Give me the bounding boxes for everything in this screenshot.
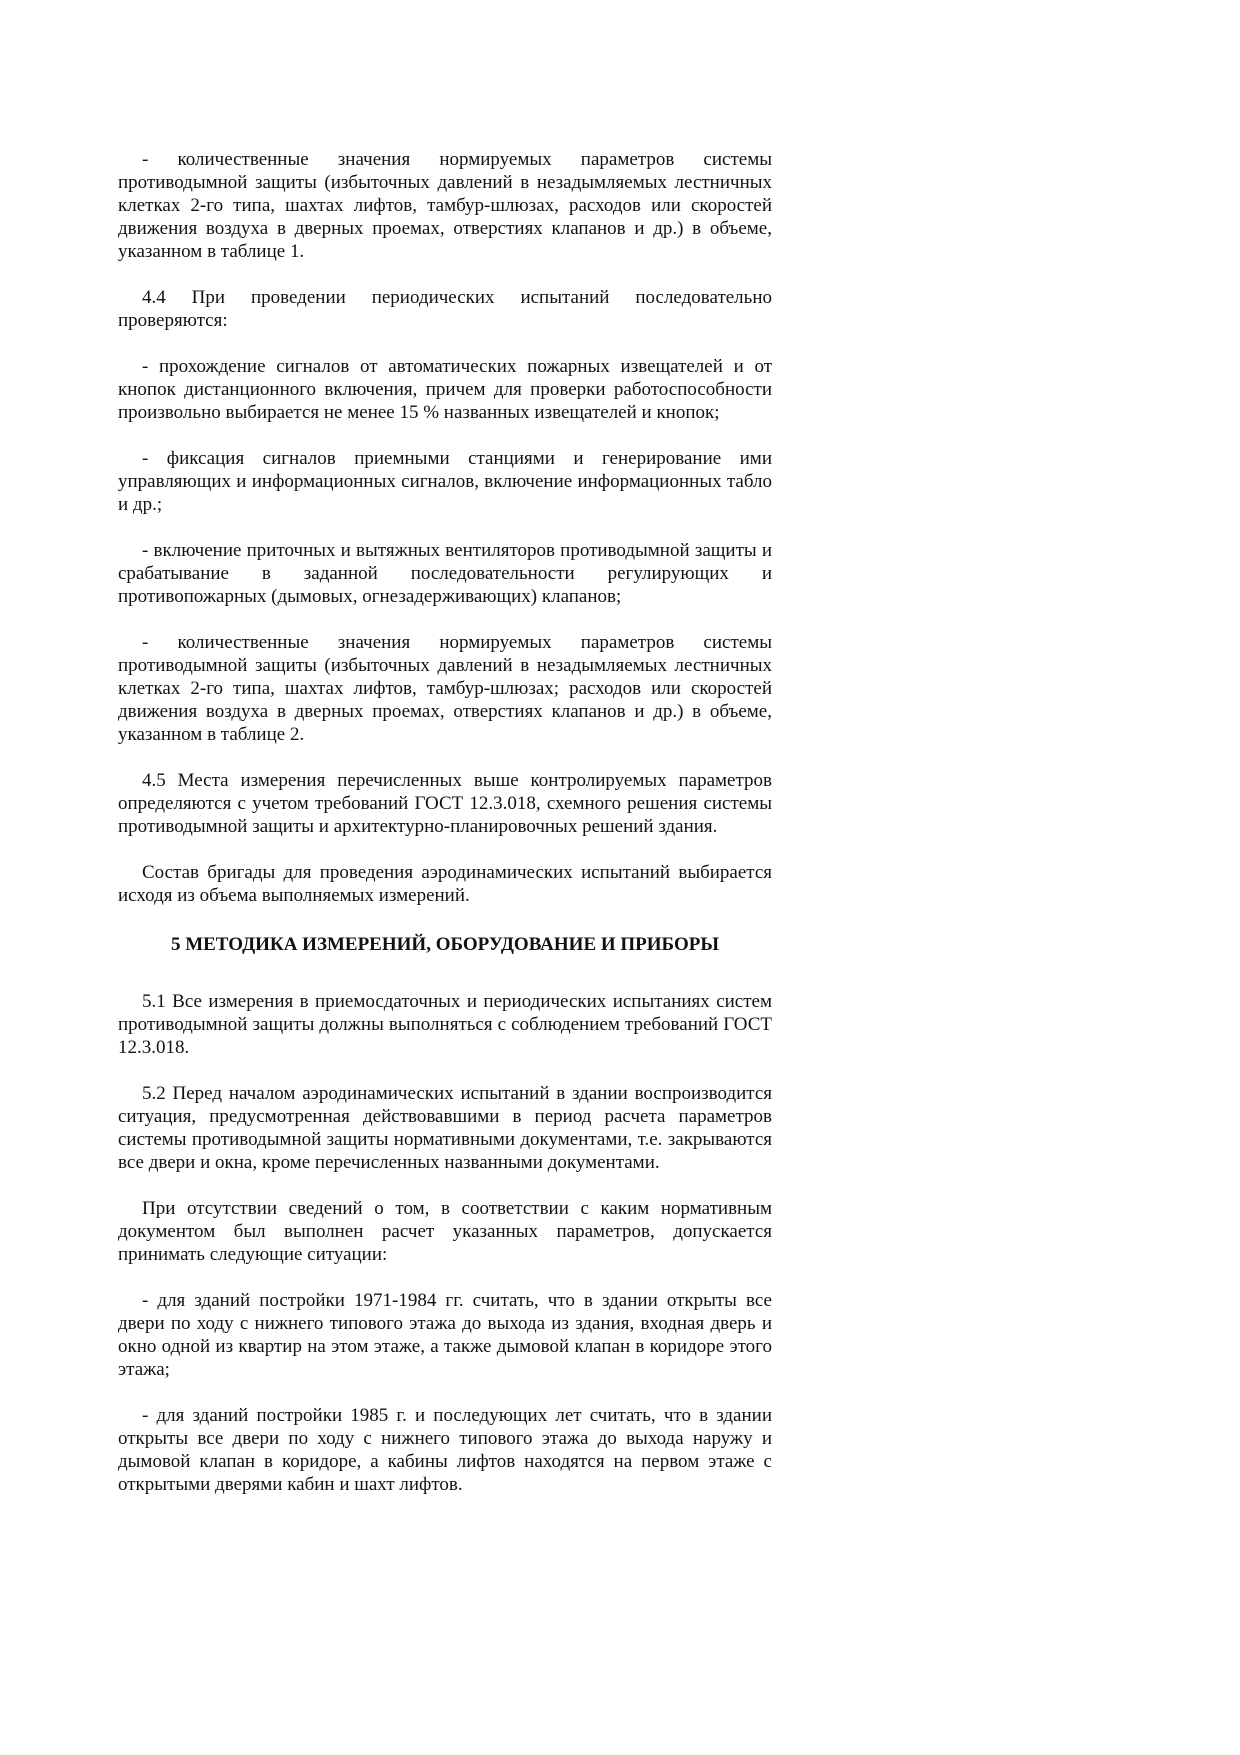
paragraph-no-info: При отсутствии сведений о том, в соответствии с каким нормативным документом был выполнен расчет указанных параметров, допускается принимать следующие ситуации:	[118, 1198, 772, 1265]
paragraph-team-composition: Состав бригады для проведения аэродинамических испытаний выбирается исходя из объема выполняемых измерений.	[118, 862, 772, 906]
paragraph-buildings-1971-1984: - для зданий постройки 1971-1984 гг. считать, что в здании открыты все двери по ходу с нижнего типового этажа до выхода из здания, входная дверь и окно одной из квартир на этом этаже, а также дымовой клапан в коридоре этого этажа;	[118, 1290, 772, 1380]
paragraph-buildings-1985: - для зданий постройки 1985 г. и последующих лет считать, что в здании открыты все двери по ходу с нижнего типового этажа до выхода наружу и дымовой клапан в коридоре, а кабины лифтов находятся на первом этаже с открытыми дверями кабин и шахт лифтов.	[118, 1405, 772, 1495]
paragraph-signals-detectors: - прохождение сигналов от автоматических пожарных извещателей и от кнопок дистанционного включения, причем для проверки работоспособности произвольно выбирается не менее 15 % названных извещателей и кнопок;	[118, 356, 772, 423]
paragraph-5-1: 5.1 Все измерения в приемосдаточных и периодических испытаниях систем противодымной защиты должны выполняться с соблюдением требований ГОСТ 12.3.018.	[118, 991, 772, 1058]
paragraph-5-2: 5.2 Перед началом аэродинамических испытаний в здании воспроизводится ситуация, предусмотренная действовавшими в период расчета параметров системы противодымной защиты нормативными документами, т.е. закрываются все двери и окна, кроме перечисленных названными документами.	[118, 1083, 772, 1173]
paragraph-4-5: 4.5 Места измерения перечисленных выше контролируемых параметров определяются с учетом требований ГОСТ 12.3.018, схемного решения системы противодымной защиты и архитектурно-планировочных решений здания.	[118, 770, 772, 837]
section-heading: 5 МЕТОДИКА ИЗМЕРЕНИЙ, ОБОРУДОВАНИЕ И ПРИБОРЫ	[170, 934, 720, 955]
paragraph-quantitative-values-table1: - количественные значения нормируемых параметров системы противодымной защиты (избыточных давлений в незадымляемых лестничных клетках 2-го типа, шахтах лифтов, тамбур-шлюзах, расходов или скоростей движения воздуха в дверных проемах, отверстиях клапанов и др.) в объеме, указанном в таблице 1.	[118, 149, 772, 262]
document-page	[118, 148, 772, 1519]
paragraph-fans-valves: - включение приточных и вытяжных вентиляторов противодымной защиты и срабатывание в заданной последовательности регулирующих и противопожарных (дымовых, огнезадерживающих) клапанов;	[118, 540, 772, 607]
paragraph-4-4: 4.4 При проведении периодических испытаний последовательно проверяются:	[118, 287, 772, 331]
paragraph-quantitative-values-table2: - количественные значения нормируемых параметров системы противодымной защиты (избыточных давлений в незадымляемых лестничных клетках 2-го типа, шахтах лифтов, тамбур-шлюзах; расходов или скоростей движения воздуха в дверных проемах, отверстиях клапанов и др.) в объеме, указанном в таблице 2.	[118, 632, 772, 745]
paragraph-signal-fixation: - фиксация сигналов приемными станциями и генерирование ими управляющих и информационных сигналов, включение информационных табло и др.;	[118, 448, 772, 515]
